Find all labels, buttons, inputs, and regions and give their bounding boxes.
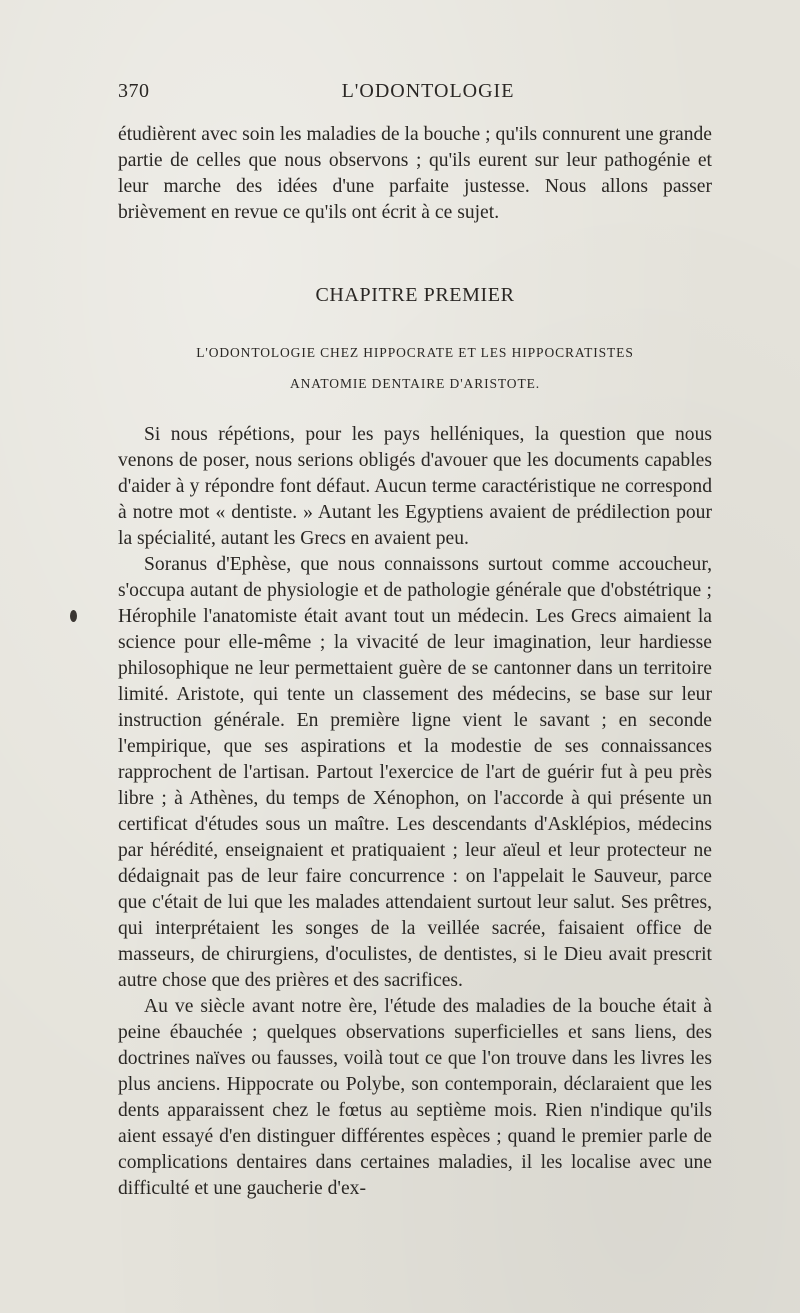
page-number: 370 xyxy=(118,80,150,102)
running-title: L'ODONTOLOGIE xyxy=(341,80,515,102)
chapter-title: CHAPITRE PREMIER xyxy=(315,284,515,306)
body-paragraph: Soranus d'Ephèse, que nous connaissons surtout comme accoucheur, s'occupa autant de physiologie et de pathologie générale que d'obstétrique ; Hérophile l'anatomiste était avant tout un médecin. Les Grecs aimaient la science pour elle-même ; la vivacité de leur imagination, leur hardiesse philosophique ne leur permettaient guère de se cantonner dans un territoire limité. Aristote, qui tente un classement des médecins, se base sur leur instruction générale. En première ligne vient le savant ; en seconde l'empirique, que ses aspirations et la modestie de ses connaissances rapprochent de l'artisan. Partout l'exercice de l'art de guérir fut à peu près libre ; à Athènes, du temps de Xénophon, on l'accorde à qui présente un certificat d'études sous un maître. Les descendants d'Asklépios, médecins par hérédité, enseignaient et pratiquaient ; leur aïeul et leur protecteur ne dédaignait pas de leur faire concurrence : on l'appelait le Sauveur, parce que c'était de lui que les malades attendaient surtout leur salut. Ses prêtres, qui interprétaient les songes de la veillée sacrée, faisaient office de masseurs, de chirurgiens, d'oculistes, de dentistes, si le Dieu avait prescrit autre chose que des prières et des sacrifices. xyxy=(118,554,712,991)
chapter-body xyxy=(118,422,712,1202)
body-paragraph: Au ve siècle avant notre ère, l'étude des maladies de la bouche était à peine ébauchée ; quelques observations superficielles et sans liens, des doctrines naïves ou fausses, voilà tout ce que l'on trouve dans les livres les plus anciens. Hippocrate ou Polybe, son contemporain, déclaraient que les dents apparaissent chez le fœtus au septième mois. Rien n'indique qu'ils aient essayé d'en distinguer différentes espèces ; quand le premier parle de complications dentaires dans certaines maladies, il les localise avec une difficulté et une gaucherie d'ex- xyxy=(118,996,712,1199)
chapter-subtitle-line1: L'ODONTOLOGIE CHEZ HIPPOCRATE ET LES HIPPOCRATISTES xyxy=(196,345,634,360)
page-header xyxy=(118,80,708,108)
chapter-subtitle-line2: ANATOMIE DENTAIRE D'ARISTOTE. xyxy=(289,376,541,391)
ink-spot-mark xyxy=(70,610,77,622)
body-paragraph: Si nous répétions, pour les pays helléniques, la question que nous venons de poser, nous serions obligés d'avouer que les documents capables d'aider à y répondre font défaut. Aucun terme caractéristique ne correspond à notre mot « dentiste. » Autant les Egyptiens avaient de prédilection pour la spécialité, autant les Grecs en avaient peu. xyxy=(118,424,712,549)
intro-paragraph: étudièrent avec soin les maladies de la bouche ; qu'ils connurent une grande partie de celles que nous observons ; qu'ils eurent sur leur pathogénie et leur marche des idées d'une parfaite justesse. Nous allons passer brièvement en revue ce qu'ils ont écrit à ce sujet. xyxy=(118,124,712,223)
